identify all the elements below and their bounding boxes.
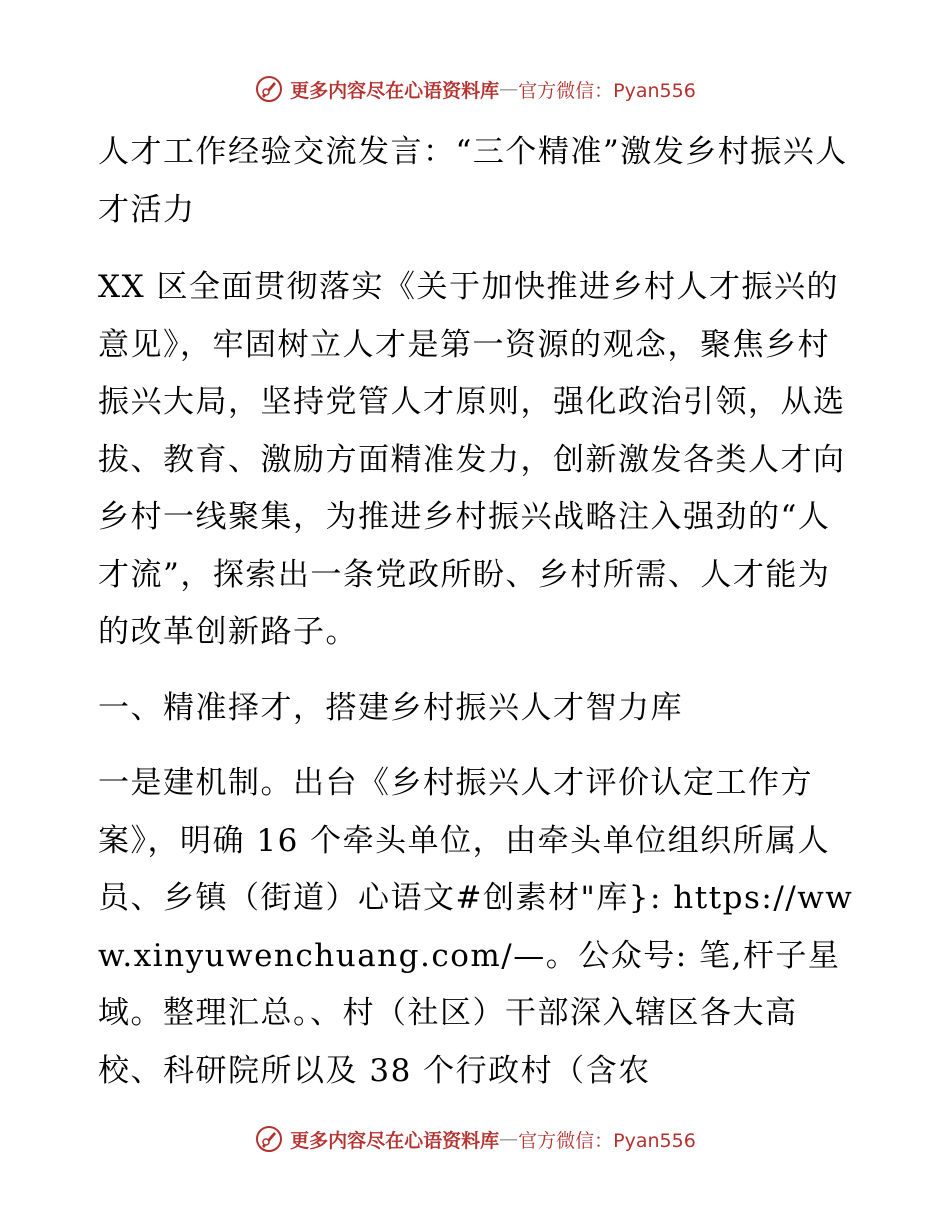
watermark-contact-text: 官方微信：Pyan556 xyxy=(518,79,696,102)
watermark-site-text: 更多内容尽在心语资料库 xyxy=(290,79,500,102)
header-watermark xyxy=(0,74,950,104)
footer-watermark xyxy=(0,1124,950,1154)
watermark-site-text: 更多内容尽在心语资料库 xyxy=(290,1129,500,1152)
paragraph-intro: XX 区全面贯彻落实《关于加快推进乡村人才振兴的意见》，牢固树立人才是第一资源的观念，聚焦乡村振兴大局，坚持党管人才原则，强化政治引领，从选拔、教育、激励方面精准发力，创新激发各类人才向乡村一线聚集，为推进乡村振兴战略注入强劲的“人才流”，探索出一条党政所盼、乡村所需、人才能为的改革创新路子。 xyxy=(98,269,846,650)
quill-logo-icon xyxy=(254,74,284,104)
watermark-contact-text: 官方微信：Pyan556 xyxy=(518,1129,696,1152)
quill-logo-icon xyxy=(254,1124,284,1154)
document-title: 人才工作经验交流发言：“三个精准”激发乡村振兴人才活力 xyxy=(98,134,848,228)
document-body xyxy=(98,124,858,1118)
section-heading-1: 一、精准择才，搭建乡村振兴人才智力库 xyxy=(98,689,683,726)
watermark-separator: — xyxy=(499,78,519,100)
watermark-separator: — xyxy=(499,1128,519,1150)
paragraph-mechanism: 一是建机制。出台《乡村振兴人才评价认定工作方案》，明确 16 个牵头单位，由牵头单位组织所属人员、乡镇（街道）心语文#创素材"库}: https://www.xinyuwenchuang.com/—。公众号: 笔,杆子星域。整理汇总。、村（社区）干部深入辖区各大高校、科研院所以及 38 个行政村（含农 xyxy=(98,765,854,1089)
